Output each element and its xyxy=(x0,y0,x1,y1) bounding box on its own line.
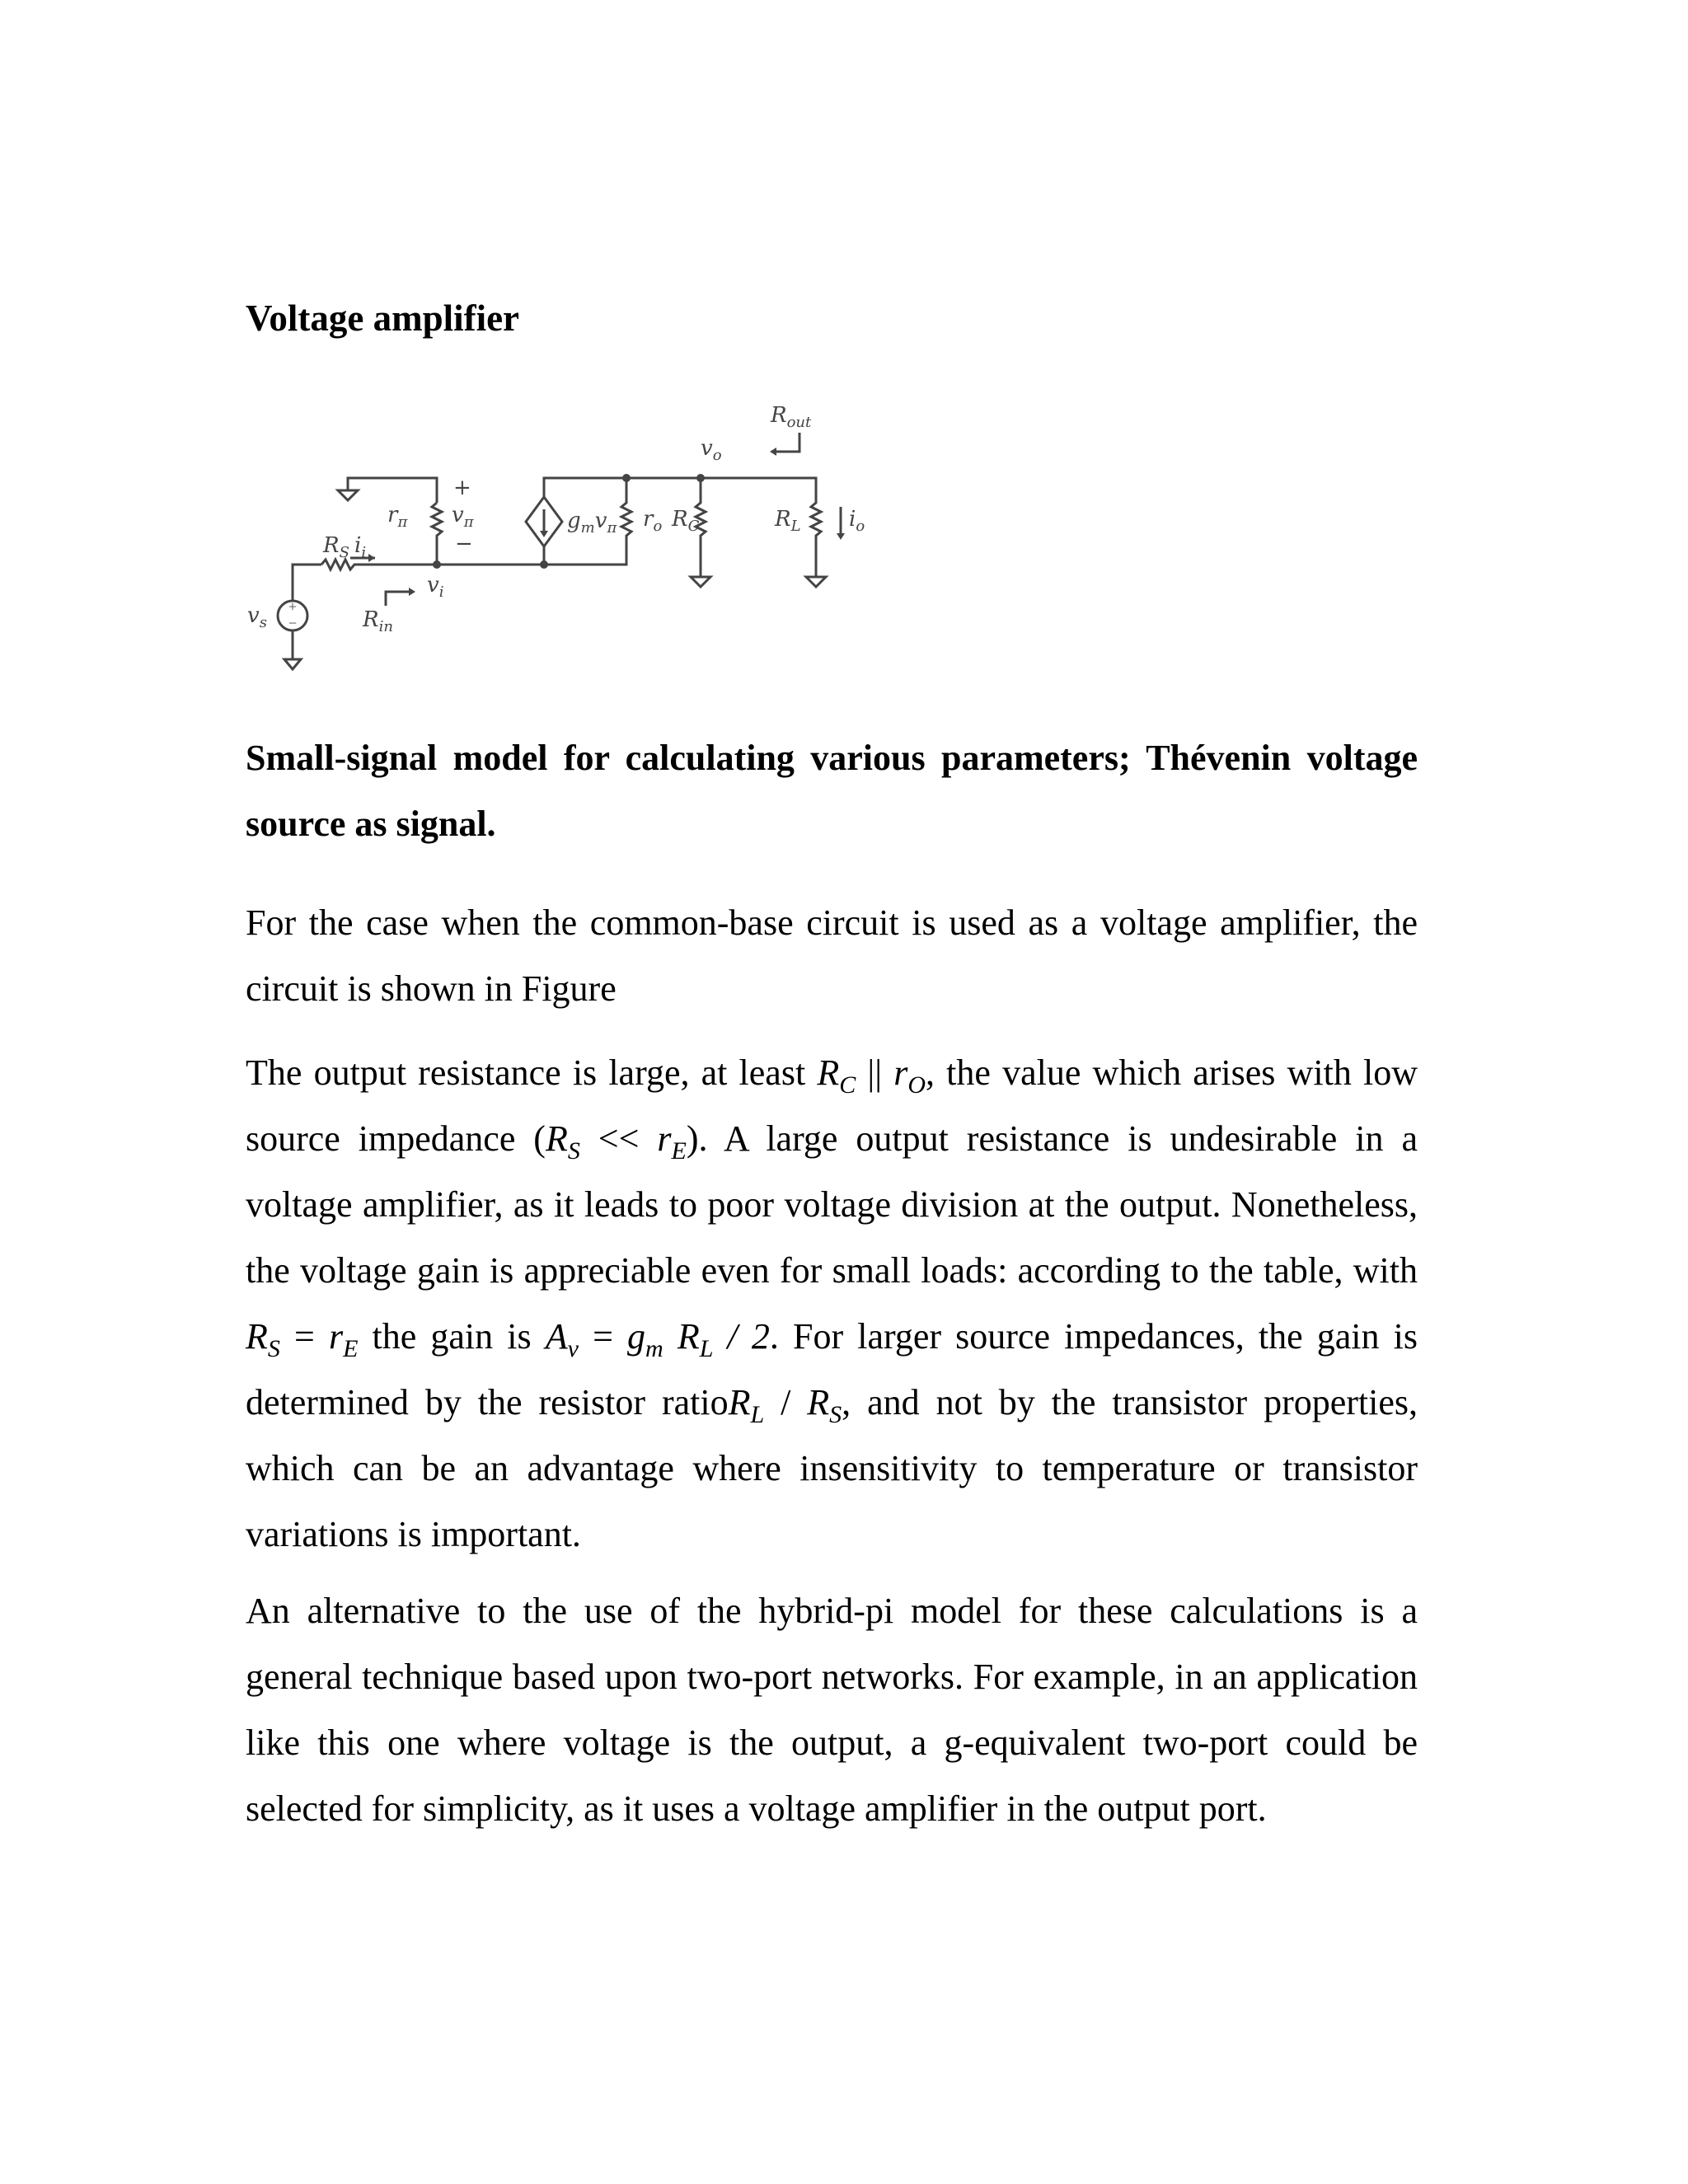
rout-label: $R_{out}$ xyxy=(771,403,812,431)
svg-text:+: + xyxy=(288,598,298,615)
vpi-label: $v_\pi$ xyxy=(452,503,474,531)
io-label: $i_o$ xyxy=(849,507,865,535)
rpi-label: $r_\pi$ xyxy=(387,503,408,531)
rl-label: $R_L$ xyxy=(775,507,801,535)
figure-caption: Small-signal model for calculating various parameters; Thévenin voltage source as signal. xyxy=(246,738,1418,844)
svg-text:−: − xyxy=(288,615,298,631)
ii-label: $i_i$ xyxy=(354,533,367,561)
ro-label: $r_o$ xyxy=(643,507,663,535)
small-signal-circuit-diagram xyxy=(231,387,907,684)
vpi-plus: + xyxy=(453,476,471,500)
gm-label: $g_mv_\pi$ xyxy=(567,509,617,537)
rin-label: $R_{in}$ xyxy=(363,607,393,635)
vpi-minus: − xyxy=(455,532,473,556)
paragraph-1: For the case when the common-base circuit is used as a voltage amplifier, the circuit is shown in Figure xyxy=(246,902,1418,1009)
paragraph-3: An alternative to the use of the hybrid-pi model for these calculations is a general technique based upon two-port networks. For example, in an application like this one where voltage is the output, a g-equivalent two-port could be selected for simplicity, as it uses a voltage amplifier in the output port. xyxy=(246,1591,1418,1829)
vi-label: $v_i$ xyxy=(427,573,444,601)
rpi-resistor-icon xyxy=(432,503,442,565)
paragraph-2: The output resistance is large, at least $R_C$ || $r_O$, the value which arises with low source impedance $(R_S << r_E)$. A large output resistance is undesirable in a voltage amplifier, as it leads to poor voltage division at the output. Nonetheless, the voltage gain is appreciable even for small loads: according to the table, with $R_S = r_E$ the gain is $A_v = g_m$ $R_L / 2$. For larger source impedances, the gain is determined by the resistor ratioR$_L$ / $R_S$, and not by the transistor properties, which can be an advantage where insensitivity to temperature or transistor variations is important. xyxy=(246,1052,1418,1554)
voltage-source-icon xyxy=(278,598,307,631)
rc-label: $R_C$ xyxy=(672,507,700,535)
vo-label: $v_o$ xyxy=(701,436,722,464)
rs-label: $R_S$ xyxy=(323,533,349,561)
vs-label: $v_s$ xyxy=(247,603,267,631)
section-heading: Voltage amplifier xyxy=(246,298,520,339)
